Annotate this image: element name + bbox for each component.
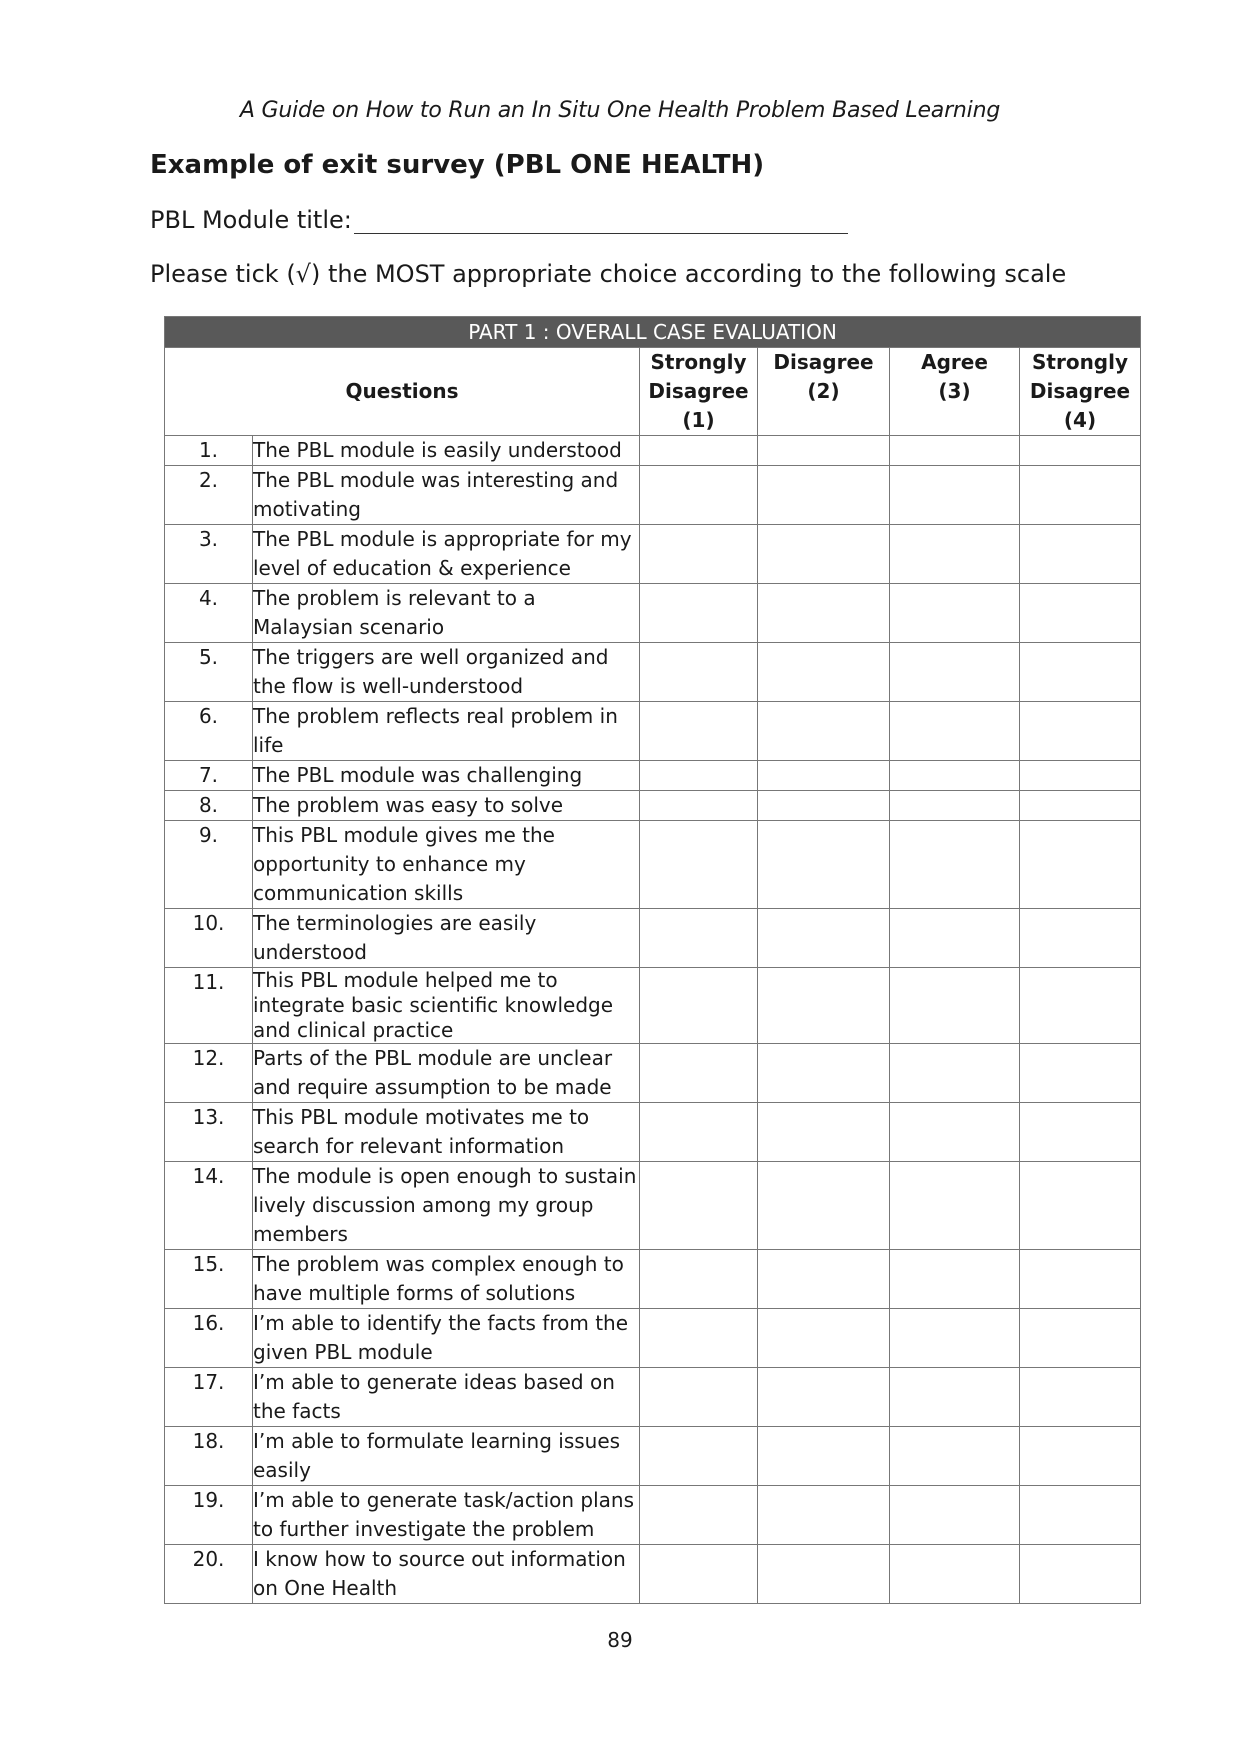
rating-cell-4[interactable] xyxy=(1020,1427,1141,1486)
rating-cell-2[interactable] xyxy=(758,584,890,643)
rating-cell-3[interactable] xyxy=(890,584,1020,643)
question-number: 11. xyxy=(165,968,253,1044)
table-row xyxy=(165,1044,1141,1103)
rating-cell-2[interactable] xyxy=(758,466,890,525)
scale-header-value: (3) xyxy=(938,379,971,403)
rating-cell-4[interactable] xyxy=(1020,584,1141,643)
question-text: This PBL module helped me to integrate basic scientific knowledge and clinical practice xyxy=(253,968,640,1044)
question-number: 12. xyxy=(165,1044,253,1103)
rating-cell-1[interactable] xyxy=(640,1545,758,1604)
scale-header-3 xyxy=(890,348,1020,436)
question-number: 3. xyxy=(165,525,253,584)
rating-cell-3[interactable] xyxy=(890,1103,1020,1162)
scale-header-2 xyxy=(758,348,890,436)
question-text: This PBL module gives me the opportunity to enhance my communication skills xyxy=(253,821,640,909)
rating-cell-3[interactable] xyxy=(890,1162,1020,1250)
rating-cell-2[interactable] xyxy=(758,968,890,1044)
question-number: 8. xyxy=(165,791,253,821)
question-number: 14. xyxy=(165,1162,253,1250)
rating-cell-3[interactable] xyxy=(890,1545,1020,1604)
rating-cell-1[interactable] xyxy=(640,1044,758,1103)
rating-cell-4[interactable] xyxy=(1020,1368,1141,1427)
rating-cell-3[interactable] xyxy=(890,821,1020,909)
scale-header-label: Strongly Disagree xyxy=(1029,350,1131,403)
document-title: Example of exit survey (PBL ONE HEALTH) xyxy=(150,150,765,180)
question-text: I’m able to formulate learning issues easily xyxy=(253,1427,640,1486)
rating-cell-4[interactable] xyxy=(1020,466,1141,525)
questions-header: Questions xyxy=(165,348,640,436)
question-text: Parts of the PBL module are unclear and require assumption to be made xyxy=(253,1044,640,1103)
rating-cell-4[interactable] xyxy=(1020,968,1141,1044)
table-row xyxy=(165,466,1141,525)
page-number: 89 xyxy=(607,1628,633,1652)
question-text: The problem was complex enough to have multiple forms of solutions xyxy=(253,1250,640,1309)
question-number: 2. xyxy=(165,466,253,525)
scale-header-value: (4) xyxy=(1063,408,1097,432)
rating-cell-4[interactable] xyxy=(1020,643,1141,702)
table-row xyxy=(165,791,1141,821)
rating-cell-1[interactable] xyxy=(640,761,758,791)
rating-cell-2[interactable] xyxy=(758,702,890,761)
scale-header-1 xyxy=(640,348,758,436)
rating-cell-2[interactable] xyxy=(758,1250,890,1309)
question-number: 19. xyxy=(165,1486,253,1545)
question-number: 13. xyxy=(165,1103,253,1162)
rating-cell-4[interactable] xyxy=(1020,1162,1141,1250)
table-row xyxy=(165,436,1141,466)
rating-cell-1[interactable] xyxy=(640,1162,758,1250)
survey-body xyxy=(165,436,1141,1604)
rating-cell-3[interactable] xyxy=(890,1250,1020,1309)
question-number: 6. xyxy=(165,702,253,761)
rating-cell-2[interactable] xyxy=(758,909,890,968)
rating-cell-3[interactable] xyxy=(890,1044,1020,1103)
question-text: The PBL module is appropriate for my level of education & experience xyxy=(253,525,640,584)
rating-cell-2[interactable] xyxy=(758,1162,890,1250)
rating-cell-1[interactable] xyxy=(640,436,758,466)
rating-cell-3[interactable] xyxy=(890,1368,1020,1427)
question-text: The module is open enough to sustain lively discussion among my group members xyxy=(253,1162,640,1250)
rating-cell-2[interactable] xyxy=(758,643,890,702)
rating-cell-3[interactable] xyxy=(890,1427,1020,1486)
rating-cell-1[interactable] xyxy=(640,1250,758,1309)
question-text: The terminologies are easily understood xyxy=(253,909,640,968)
table-row xyxy=(165,1486,1141,1545)
rating-cell-3[interactable] xyxy=(890,1309,1020,1368)
question-text: I’m able to identify the facts from the given PBL module xyxy=(253,1309,640,1368)
part-header: PART 1 : OVERALL CASE EVALUATION xyxy=(165,317,1141,348)
rating-cell-2[interactable] xyxy=(758,436,890,466)
scale-header-label: Agree xyxy=(921,350,988,374)
question-text: The triggers are well organized and the flow is well-understood xyxy=(253,643,640,702)
question-text: The problem reflects real problem in life xyxy=(253,702,640,761)
question-text: The problem was easy to solve xyxy=(253,791,640,821)
rating-cell-2[interactable] xyxy=(758,1103,890,1162)
rating-cell-1[interactable] xyxy=(640,702,758,761)
rating-cell-2[interactable] xyxy=(758,1309,890,1368)
rating-cell-4[interactable] xyxy=(1020,909,1141,968)
table-row xyxy=(165,1103,1141,1162)
scale-header-4 xyxy=(1020,348,1141,436)
question-text: I’m able to generate ideas based on the facts xyxy=(253,1368,640,1427)
running-header: A Guide on How to Run an In Situ One Health Problem Based Learning xyxy=(239,98,1001,123)
question-number: 10. xyxy=(165,909,253,968)
module-title-line xyxy=(150,206,848,234)
rating-cell-4[interactable] xyxy=(1020,702,1141,761)
rating-cell-2[interactable] xyxy=(758,1368,890,1427)
question-number: 9. xyxy=(165,821,253,909)
question-text: The PBL module was challenging xyxy=(253,761,640,791)
rating-cell-4[interactable] xyxy=(1020,761,1141,791)
question-text: The PBL module is easily understood xyxy=(253,436,640,466)
rating-cell-3[interactable] xyxy=(890,761,1020,791)
rating-cell-2[interactable] xyxy=(758,821,890,909)
rating-cell-2[interactable] xyxy=(758,1044,890,1103)
table-row xyxy=(165,584,1141,643)
table-row xyxy=(165,761,1141,791)
scale-header-value: (1) xyxy=(682,408,715,432)
question-number: 18. xyxy=(165,1427,253,1486)
question-text: The problem is relevant to a Malaysian scenario xyxy=(253,584,640,643)
rating-cell-2[interactable] xyxy=(758,1427,890,1486)
rating-cell-1[interactable] xyxy=(640,1486,758,1545)
question-number: 4. xyxy=(165,584,253,643)
rating-cell-3[interactable] xyxy=(890,1486,1020,1545)
question-number: 5. xyxy=(165,643,253,702)
rating-cell-4[interactable] xyxy=(1020,791,1141,821)
rating-cell-2[interactable] xyxy=(758,525,890,584)
rating-cell-1[interactable] xyxy=(640,1368,758,1427)
rating-cell-1[interactable] xyxy=(640,1427,758,1486)
rating-cell-4[interactable] xyxy=(1020,821,1141,909)
rating-cell-4[interactable] xyxy=(1020,1044,1141,1103)
rating-cell-1[interactable] xyxy=(640,584,758,643)
question-number: 16. xyxy=(165,1309,253,1368)
scale-header-label: Strongly Disagree xyxy=(648,350,749,403)
rating-cell-4[interactable] xyxy=(1020,1250,1141,1309)
rating-cell-3[interactable] xyxy=(890,466,1020,525)
question-text: I’m able to generate task/action plans to further investigate the problem xyxy=(253,1486,640,1545)
table-row xyxy=(165,968,1141,1044)
rating-cell-1[interactable] xyxy=(640,1103,758,1162)
rating-cell-4[interactable] xyxy=(1020,1309,1141,1368)
table-row xyxy=(165,1545,1141,1604)
table-row xyxy=(165,702,1141,761)
rating-cell-3[interactable] xyxy=(890,525,1020,584)
table-row xyxy=(165,821,1141,909)
rating-cell-4[interactable] xyxy=(1020,1103,1141,1162)
rating-cell-3[interactable] xyxy=(890,702,1020,761)
module-title-blank[interactable] xyxy=(354,213,848,234)
question-text: The PBL module was interesting and motivating xyxy=(253,466,640,525)
question-text: I know how to source out information on One Health xyxy=(253,1545,640,1604)
rating-cell-3[interactable] xyxy=(890,643,1020,702)
table-row xyxy=(165,643,1141,702)
column-header-row xyxy=(165,348,1141,436)
rating-cell-4[interactable] xyxy=(1020,1486,1141,1545)
rating-cell-1[interactable] xyxy=(640,968,758,1044)
table-row xyxy=(165,909,1141,968)
question-number: 17. xyxy=(165,1368,253,1427)
rating-cell-3[interactable] xyxy=(890,436,1020,466)
rating-cell-1[interactable] xyxy=(640,1309,758,1368)
rating-cell-4[interactable] xyxy=(1020,525,1141,584)
rating-cell-2[interactable] xyxy=(758,1486,890,1545)
survey-table xyxy=(164,316,1141,1604)
rating-cell-1[interactable] xyxy=(640,525,758,584)
module-title-label: PBL Module title: xyxy=(150,206,352,234)
rating-cell-2[interactable] xyxy=(758,761,890,791)
rating-cell-3[interactable] xyxy=(890,909,1020,968)
table-row xyxy=(165,525,1141,584)
rating-cell-3[interactable] xyxy=(890,791,1020,821)
rating-cell-3[interactable] xyxy=(890,968,1020,1044)
table-row xyxy=(165,1309,1141,1368)
rating-cell-1[interactable] xyxy=(640,821,758,909)
rating-cell-2[interactable] xyxy=(758,1545,890,1604)
table-row xyxy=(165,1162,1141,1250)
scale-header-label: Disagree xyxy=(773,350,874,374)
question-text: This PBL module motivates me to search for relevant information xyxy=(253,1103,640,1162)
rating-cell-1[interactable] xyxy=(640,791,758,821)
question-number: 1. xyxy=(165,436,253,466)
scale-header-value: (2) xyxy=(807,379,840,403)
table-row xyxy=(165,1250,1141,1309)
question-number: 15. xyxy=(165,1250,253,1309)
rating-cell-1[interactable] xyxy=(640,643,758,702)
instruction-text: Please tick (√) the MOST appropriate choice according to the following scale xyxy=(150,260,1067,288)
question-number: 7. xyxy=(165,761,253,791)
rating-cell-2[interactable] xyxy=(758,791,890,821)
rating-cell-4[interactable] xyxy=(1020,1545,1141,1604)
table-row xyxy=(165,1427,1141,1486)
rating-cell-1[interactable] xyxy=(640,466,758,525)
table-row xyxy=(165,1368,1141,1427)
question-number: 20. xyxy=(165,1545,253,1604)
rating-cell-1[interactable] xyxy=(640,909,758,968)
rating-cell-4[interactable] xyxy=(1020,436,1141,466)
